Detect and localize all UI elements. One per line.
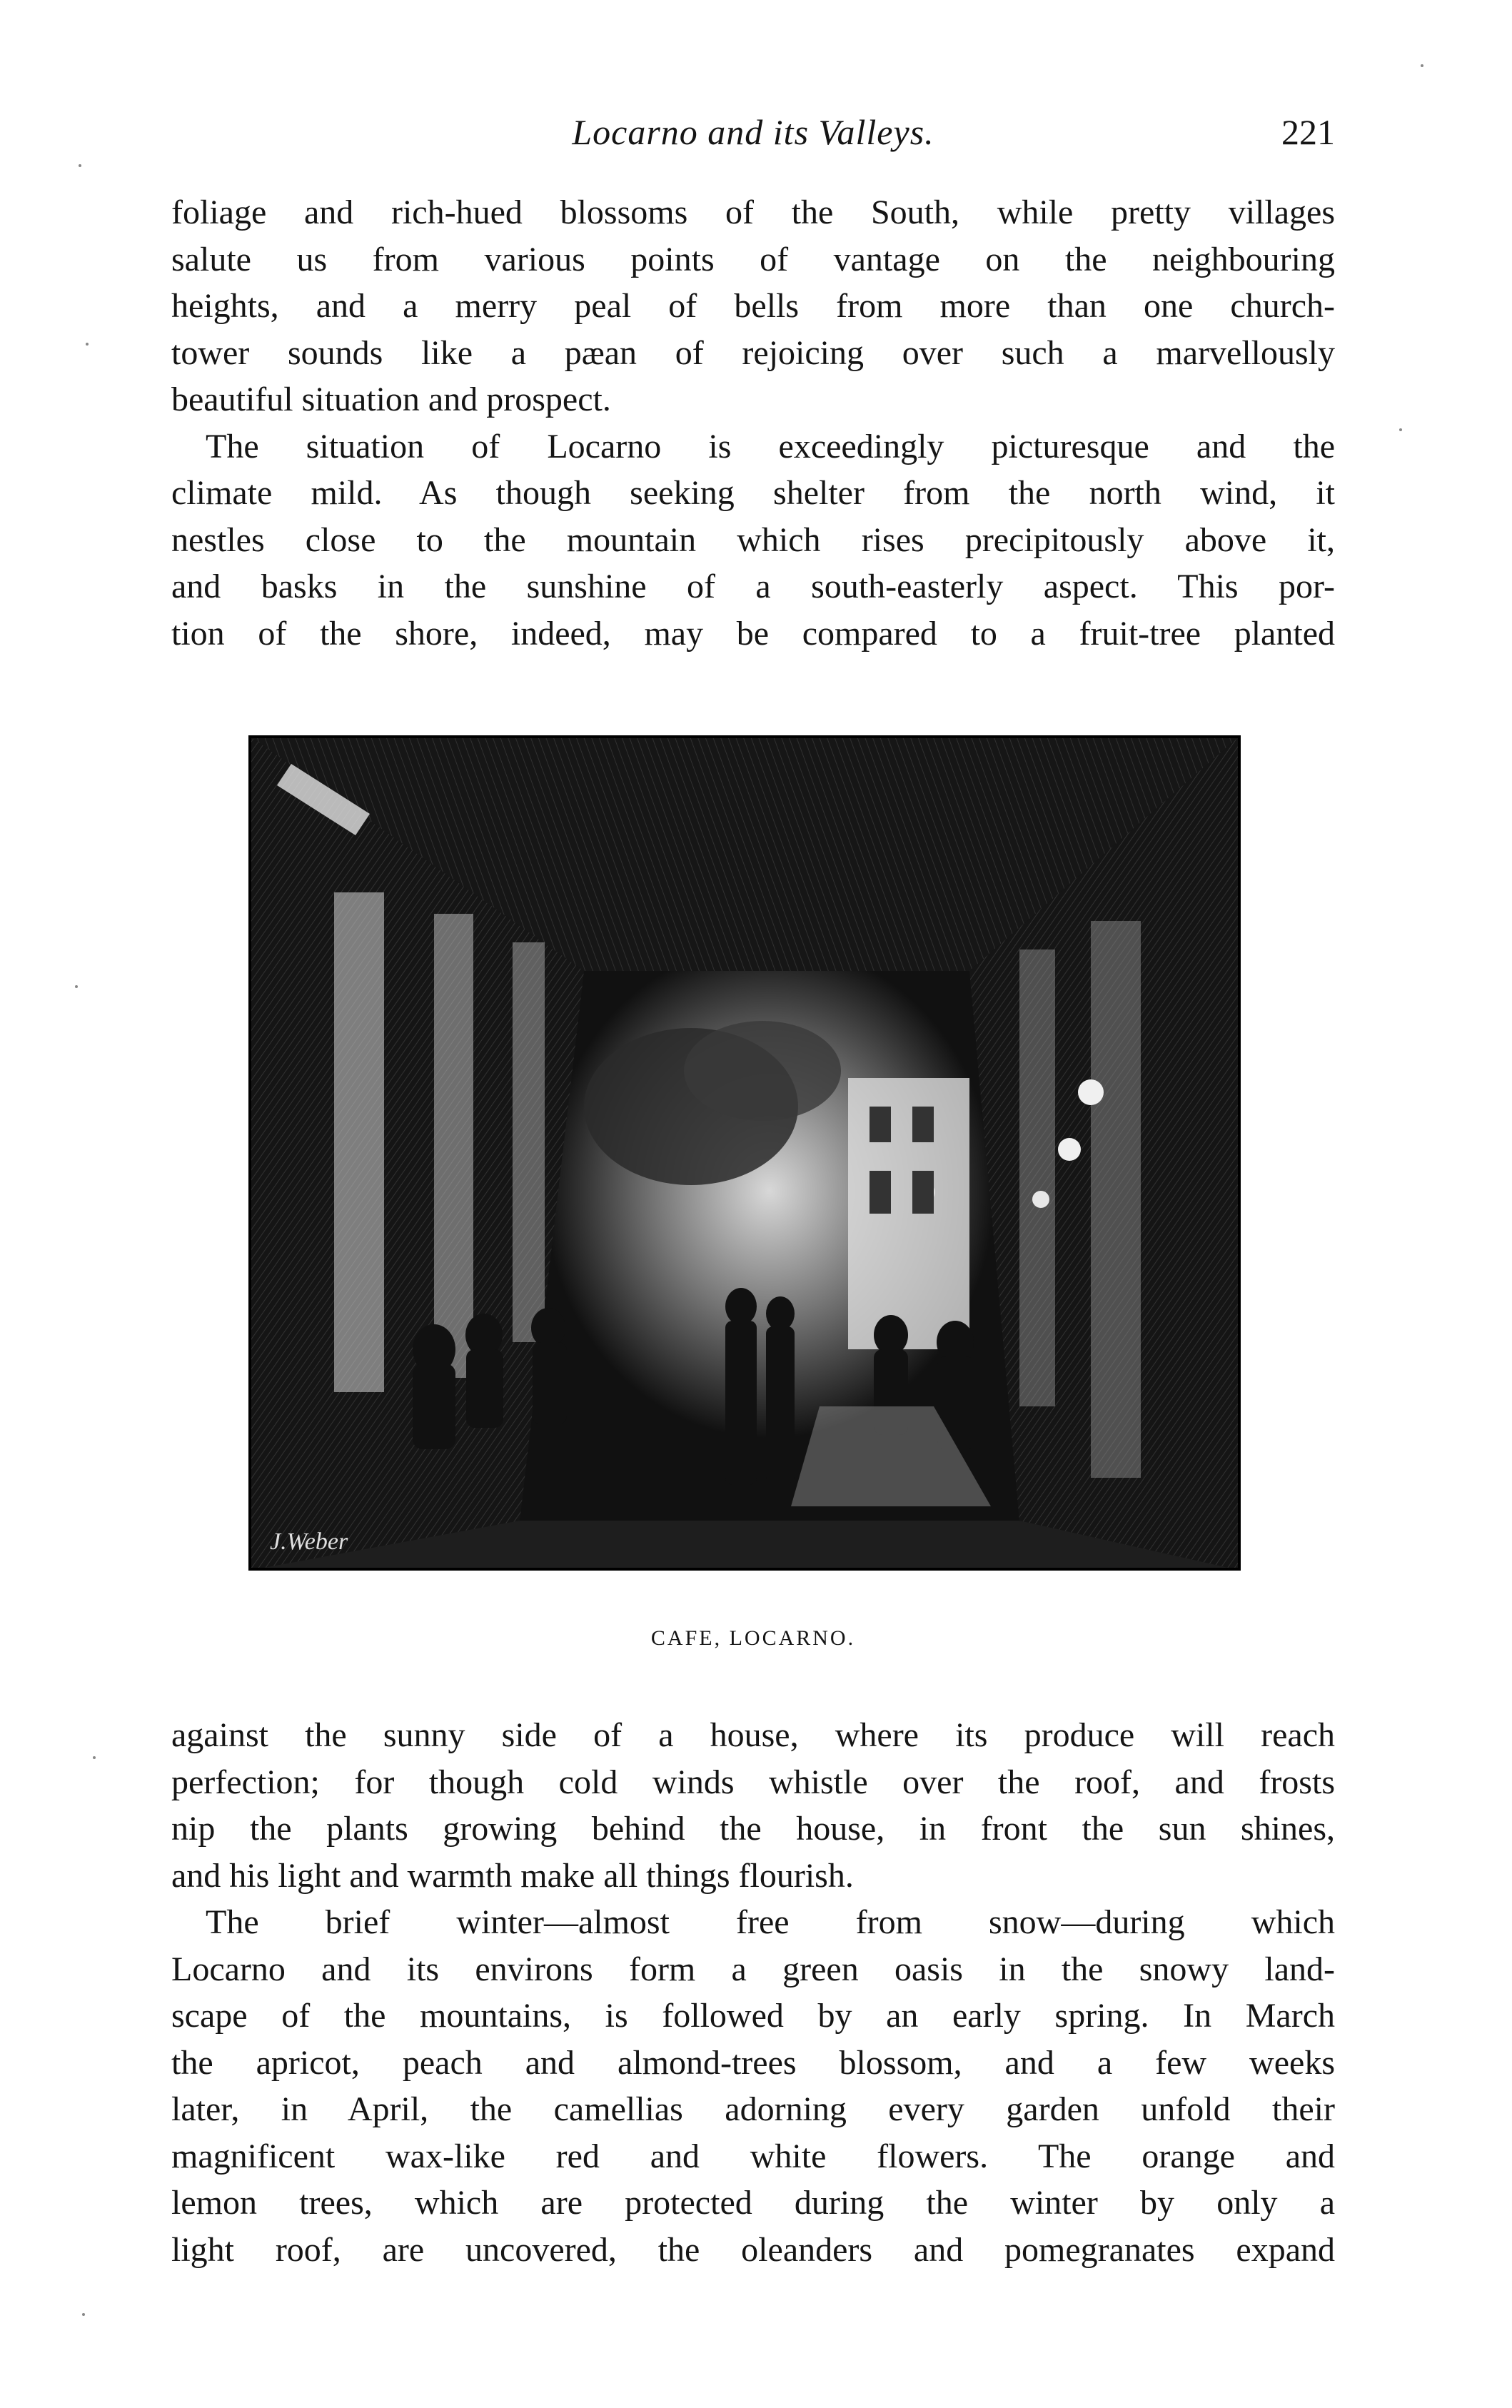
text-line: salute us from various points of vantage on the neighbouring — [171, 240, 1335, 278]
text-line: nestles close to the mountain which rises precipitously above it, — [171, 520, 1335, 559]
engraver-signature: J.Weber — [270, 1528, 348, 1555]
text-line: The situation of Locarno is exceedingly picturesque and the — [206, 427, 1335, 465]
text-line: later, in April, the camellias adorning every garden unfold their — [171, 2090, 1335, 2128]
running-head — [171, 107, 1335, 157]
text-block-bottom — [171, 1712, 1335, 2273]
text-line: tower sounds like a pæan of rejoicing over such a marvellously — [171, 333, 1335, 372]
text-line: Locarno and its environs form a green oasis in the snowy land- — [171, 1950, 1335, 1988]
text-line: heights, and a merry peal of bells from more than one church- — [171, 287, 1335, 325]
paragraph — [171, 1899, 1335, 2273]
text-line: magnificent wax-like red and white flowers. The orange and — [171, 2137, 1335, 2175]
paragraph — [171, 1712, 1335, 1899]
text-line: scape of the mountains, is followed by an early spring. In March — [171, 1997, 1335, 2035]
text-line: against the sunny side of a house, where its produce will reach — [171, 1716, 1335, 1754]
paragraph — [171, 189, 1335, 423]
paragraph — [171, 423, 1335, 658]
text-line: and basks in the sunshine of a south-easterly aspect. This por- — [171, 568, 1335, 605]
text-line: The brief winter—almost free from snow—during which — [206, 1903, 1335, 1941]
text-line: foliage and rich-hued blossoms of the South, while pretty villages — [171, 193, 1335, 231]
text-line: nip the plants growing behind the house, in front the sun shines, — [171, 1810, 1335, 1848]
text-line: beautiful situation and prospect. — [171, 381, 611, 418]
text-line: light roof, are uncovered, the oleanders and pomegranates expand — [171, 2230, 1335, 2269]
engraving-illustration — [248, 735, 1241, 1571]
engraving-image — [248, 735, 1241, 1571]
text-line: and his light and warmth make all things flourish. — [171, 1856, 854, 1895]
text-line: the apricot, peach and almond-trees blossom, and a few weeks — [171, 2043, 1335, 2082]
running-title: Locarno and its Valleys. — [572, 112, 934, 152]
text-line: perfection; for though cold winds whistle over the roof, and frosts — [171, 1763, 1335, 1801]
text-line: lemon trees, which are protected during the winter by only a — [171, 2184, 1335, 2222]
text-line: climate mild. As though seeking shelter from the north wind, it — [171, 474, 1335, 512]
page-number: 221 — [1281, 112, 1335, 152]
text-line: tion of the shore, indeed, may be compared to a fruit-tree planted — [171, 614, 1335, 653]
figure-caption: CAFE, LOCARNO. — [650, 1626, 856, 1650]
text-block-top — [171, 189, 1335, 657]
